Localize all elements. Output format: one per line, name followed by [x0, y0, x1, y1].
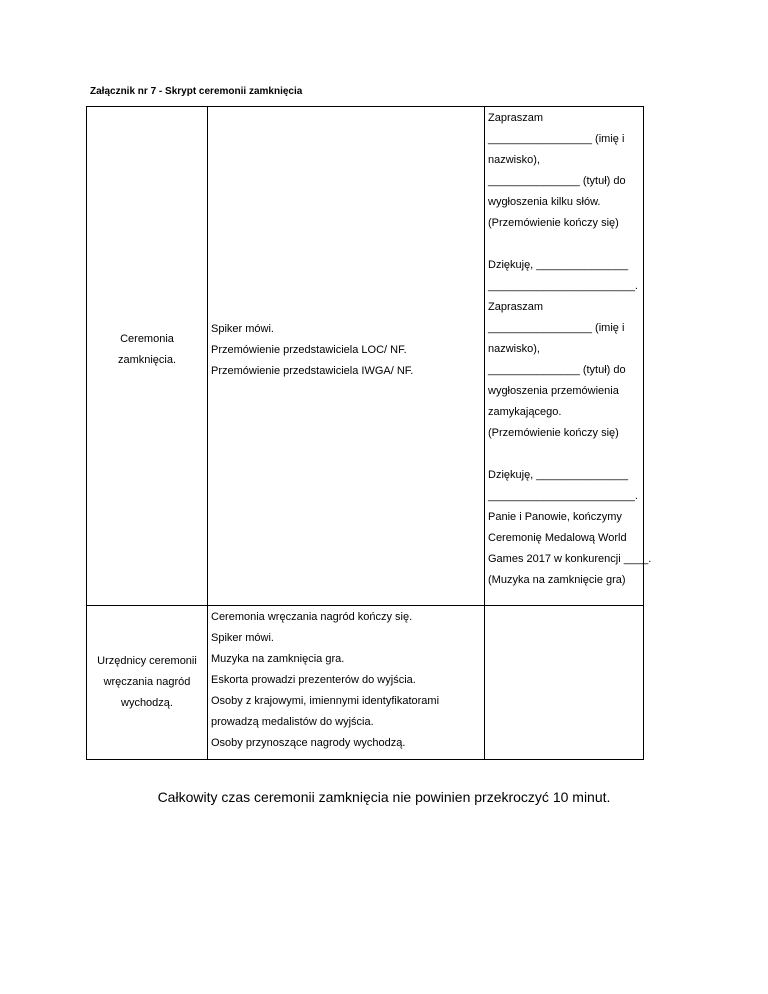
row2-event-line: Urzędnicy ceremonii — [97, 655, 197, 667]
script-line: _______________ (tytuł) do — [488, 364, 626, 376]
script-blank-line — [488, 444, 651, 465]
script-line: Panie i Panowie, kończymy — [488, 511, 622, 523]
script-line: ________________________. — [488, 280, 638, 292]
script-line: wygłoszenia przemówienia — [488, 385, 619, 397]
script-line: (Muzyka na zamknięcie gra) — [488, 574, 626, 586]
script-line: _________________ (imię i — [488, 133, 625, 145]
row2-script-cell — [484, 605, 644, 760]
script-line: Dziękuję, _______________ — [488, 469, 629, 481]
script-line: Zapraszam — [488, 301, 544, 313]
row2-action-line: Osoby z krajowymi, imiennymi identyfikatorami — [211, 695, 440, 707]
ceremony-script-table — [86, 106, 652, 760]
script-line: nazwisko), — [488, 343, 540, 355]
row1-action-line: Spiker mówi. — [211, 323, 274, 335]
script-line: (Przemówienie kończy się) — [488, 427, 619, 439]
row2-event-line: wychodzą. — [121, 697, 173, 709]
row2-action-line: prowadzą medalistów do wyjścia. — [211, 716, 374, 728]
row2-action-line: Ceremonia wręczania nagród kończy się. — [211, 611, 413, 623]
script-line: ________________________. — [488, 490, 638, 502]
row1-action-line: Przemówienie przedstawiciela IWGA/ NF. — [211, 365, 414, 377]
script-line: _______________ (tytuł) do — [488, 175, 626, 187]
row1-event-cell — [86, 106, 208, 606]
script-line: wygłoszenia kilku słów. — [488, 196, 601, 208]
row2-event-line: wręczania nagród — [103, 676, 191, 688]
row2-action-line: Eskorta prowadzi prezenterów do wyjścia. — [211, 674, 416, 686]
script-line: Dziękuję, _______________ — [488, 259, 629, 271]
row2-action-line: Muzyka na zamknięcia gra. — [211, 653, 345, 665]
row1-script-cell — [484, 106, 652, 606]
closing-note: Całkowity czas ceremonii zamknięcia nie powinien przekroczyć 10 minut. — [157, 789, 611, 805]
script-line: Zapraszam — [488, 112, 544, 124]
row2-action-line: Spiker mówi. — [211, 632, 274, 644]
row2-event-cell — [86, 605, 208, 760]
document-heading: Załącznik nr 7 - Skrypt ceremonii zamknięcia — [90, 86, 303, 97]
row1-action-cell — [207, 106, 485, 606]
script-line: Ceremonię Medalową World — [488, 532, 627, 544]
script-line: Games 2017 w konkurencji ____. — [488, 553, 652, 565]
script-blank-line — [488, 234, 651, 255]
script-line: zamykającego. — [488, 406, 562, 418]
script-line: (Przemówienie kończy się) — [488, 217, 619, 229]
row1-action-line: Przemówienie przedstawiciela LOC/ NF. — [211, 344, 407, 356]
row2-action-line: Osoby przynoszące nagrody wychodzą. — [211, 737, 406, 749]
script-line: _________________ (imię i — [488, 322, 625, 334]
row2-action-cell — [207, 605, 485, 760]
row1-event-line: zamknięcia. — [117, 354, 177, 366]
script-line: nazwisko), — [488, 154, 540, 166]
row1-event-line: Ceremonia — [120, 333, 174, 345]
